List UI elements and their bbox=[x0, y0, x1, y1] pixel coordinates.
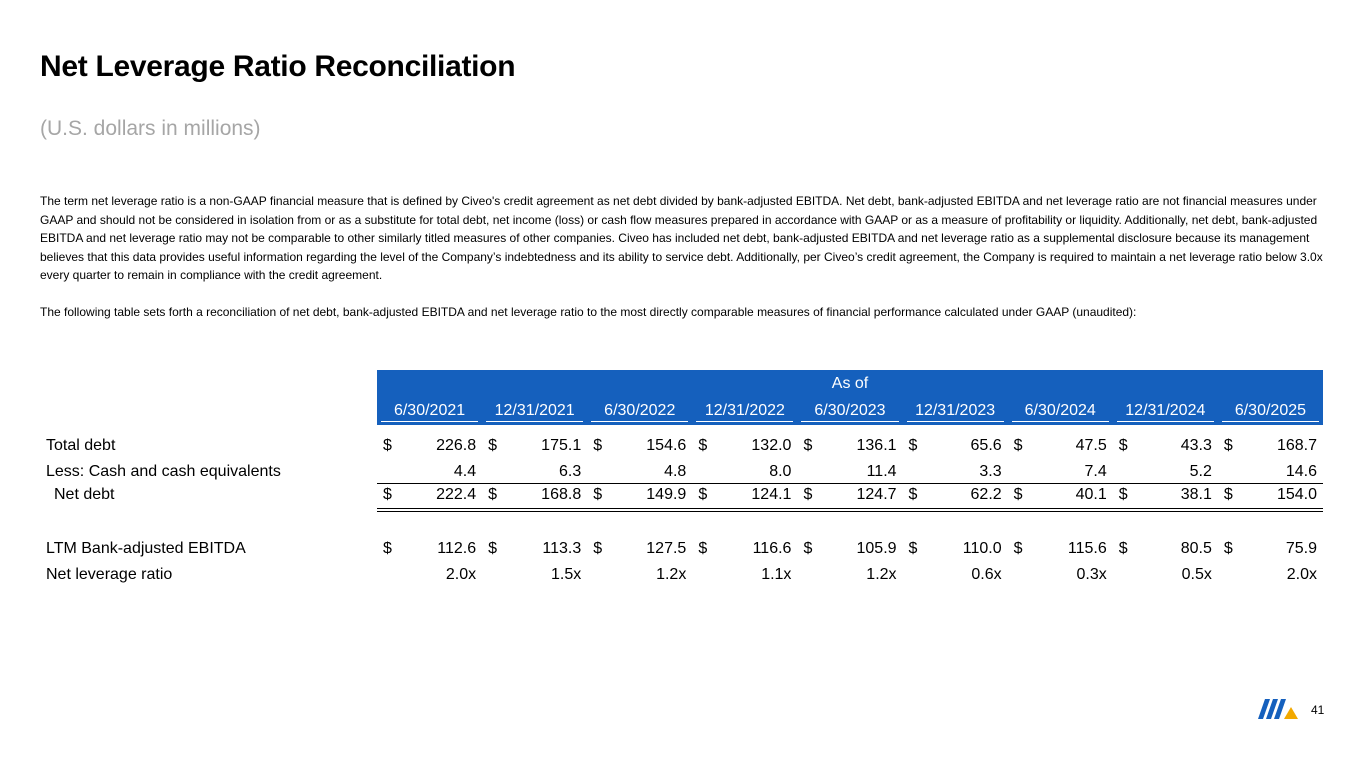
currency-symbol: $ bbox=[1118, 540, 1128, 557]
currency-symbol: $ bbox=[908, 540, 918, 557]
paragraph-table-intro: The following table sets forth a reconciliation of net debt, bank-adjusted EBITDA and net leverage ratio to the most directly comparable measures of financial performance calculated under GAAP (unaudited): bbox=[40, 304, 1137, 319]
table-cell-value: 116.6 bbox=[752, 540, 792, 557]
table-cell-value: 1.2x bbox=[866, 566, 897, 583]
table-cell-value: 132.0 bbox=[751, 437, 792, 454]
column-header-date: 12/31/2021 bbox=[494, 402, 575, 419]
table-cell-value: 4.4 bbox=[453, 463, 477, 480]
table-cell-value: 110.0 bbox=[962, 540, 1002, 557]
page-number: 41 bbox=[1311, 703, 1325, 717]
currency-symbol: $ bbox=[383, 437, 392, 454]
table-cell-value: 2.0x bbox=[1286, 566, 1317, 583]
page-subtitle: (U.S. dollars in millions) bbox=[40, 117, 261, 140]
table-cell-value: 75.9 bbox=[1285, 540, 1317, 557]
column-header-date: 6/30/2024 bbox=[1024, 402, 1096, 419]
table-cell-value: 124.7 bbox=[856, 486, 897, 503]
currency-symbol: $ bbox=[908, 437, 918, 454]
table-cell-value: 168.7 bbox=[1276, 437, 1317, 454]
column-header-underline bbox=[801, 421, 898, 422]
body-text bbox=[40, 192, 1330, 340]
currency-symbol: $ bbox=[1118, 437, 1128, 454]
column-header-date: 6/30/2023 bbox=[814, 402, 886, 419]
table-cell-value: 8.0 bbox=[769, 463, 792, 480]
currency-symbol: $ bbox=[1223, 486, 1233, 503]
currency-symbol: $ bbox=[1013, 540, 1023, 557]
table-cell-value: 0.3x bbox=[1076, 566, 1107, 583]
currency-symbol: $ bbox=[698, 437, 708, 454]
currency-symbol: $ bbox=[1013, 486, 1023, 503]
currency-symbol: $ bbox=[803, 540, 813, 557]
row-label: Less: Cash and cash equivalents bbox=[46, 463, 281, 480]
table-cell-value: 127.5 bbox=[646, 540, 687, 557]
column-header-date: 12/31/2023 bbox=[915, 402, 996, 419]
table-cell-value: 124.1 bbox=[751, 486, 792, 503]
currency-symbol: $ bbox=[1013, 437, 1023, 454]
currency-symbol: $ bbox=[593, 437, 603, 454]
table-cell-value: 112.6 bbox=[437, 540, 477, 557]
table-cell-value: 14.6 bbox=[1285, 463, 1317, 480]
column-header-underline bbox=[381, 421, 478, 422]
currency-symbol: $ bbox=[908, 486, 918, 503]
table-cell-value: 149.9 bbox=[646, 486, 687, 503]
table-cell-value: 226.8 bbox=[436, 437, 477, 454]
column-header-underline bbox=[591, 421, 688, 422]
table-cell-value: 2.0x bbox=[445, 566, 477, 583]
table-cell-value: 154.6 bbox=[646, 437, 687, 454]
table-cell-value: 7.4 bbox=[1084, 463, 1107, 480]
currency-symbol: $ bbox=[1223, 437, 1233, 454]
table-cell-value: 1.2x bbox=[656, 566, 687, 583]
table-cell-value: 62.2 bbox=[970, 486, 1002, 503]
table-cell-value: 43.3 bbox=[1180, 437, 1212, 454]
column-header-date: 12/31/2024 bbox=[1125, 402, 1206, 419]
table-rule bbox=[377, 483, 1323, 484]
table-cell-value: 113.3 bbox=[542, 540, 582, 557]
column-header-underline bbox=[1222, 421, 1319, 422]
page-title: Net Leverage Ratio Reconciliation bbox=[40, 50, 516, 83]
currency-symbol: $ bbox=[488, 486, 498, 503]
table-cell-value: 0.5x bbox=[1181, 566, 1212, 583]
currency-symbol: $ bbox=[383, 486, 392, 503]
table-cell-value: 0.6x bbox=[971, 566, 1002, 583]
table-cell-value: 47.5 bbox=[1075, 437, 1107, 454]
table-rule bbox=[377, 508, 1323, 509]
column-header-date: 6/30/2022 bbox=[604, 402, 676, 419]
currency-symbol: $ bbox=[803, 486, 813, 503]
table-cell-value: 105.9 bbox=[856, 540, 897, 557]
column-header-date: 6/30/2025 bbox=[1234, 402, 1307, 419]
currency-symbol: $ bbox=[488, 540, 498, 557]
row-label: Total debt bbox=[46, 437, 116, 454]
currency-symbol: $ bbox=[803, 437, 813, 454]
row-label: Net leverage ratio bbox=[46, 566, 173, 583]
currency-symbol: $ bbox=[1223, 540, 1233, 557]
table-cell-value: 154.0 bbox=[1276, 486, 1317, 503]
currency-symbol: $ bbox=[1118, 486, 1128, 503]
table-cell-value: 168.8 bbox=[541, 486, 582, 503]
column-header-underline bbox=[1117, 421, 1214, 422]
table-cell-value: 40.1 bbox=[1075, 486, 1107, 503]
table-cell-value: 65.6 bbox=[970, 437, 1002, 454]
table-rule bbox=[377, 511, 1323, 512]
table-cell-value: 222.4 bbox=[436, 486, 477, 503]
table-cell-value: 5.2 bbox=[1189, 463, 1212, 480]
row-label: LTM Bank-adjusted EBITDA bbox=[46, 540, 246, 557]
table-cell-value: 115.6 bbox=[1067, 540, 1107, 557]
column-header-underline bbox=[696, 421, 793, 422]
table-cell-value: 38.1 bbox=[1180, 486, 1212, 503]
civeo-logo-icon bbox=[1258, 699, 1306, 719]
currency-symbol: $ bbox=[488, 437, 498, 454]
row-label: Net debt bbox=[54, 486, 115, 503]
currency-symbol: $ bbox=[698, 486, 708, 503]
currency-symbol: $ bbox=[698, 540, 708, 557]
table-cell-value: 1.1x bbox=[761, 566, 792, 583]
column-header-underline bbox=[1012, 421, 1109, 422]
column-header-date: 6/30/2021 bbox=[393, 402, 466, 419]
table-cell-value: 4.8 bbox=[664, 463, 687, 480]
currency-symbol: $ bbox=[383, 540, 392, 557]
column-header-date: 12/31/2022 bbox=[704, 402, 785, 419]
table-cell-value: 1.5x bbox=[550, 566, 582, 583]
column-header-underline bbox=[486, 421, 583, 422]
table-cell-value: 175.1 bbox=[541, 437, 582, 454]
paragraph-definition: The term net leverage ratio is a non-GAAP financial measure that is defined by Civeo's credit agreement as net debt divided by bank-adjusted EBITDA. Net debt, bank-adjusted EBITDA and net leverage ratio are not financial measures under GAAP and should not be considered in isolation from or as a substitute for total debt, net income (loss) or cash flow measures prepared in accordance with GAAP or as a measure of profitability or liquidity. Additionally, net debt, bank-adjusted EBITDA and net leverage ratio may not be comparable to other similarly titled measures of other companies. Civeo has included net debt, bank-adjusted EBITDA and net leverage ratio as a supplemental disclosure because its management believes that this data provides useful information regarding the level of the Company’s indebtedness and its ability to service debt. Additionally, per Civeo’s credit agreement, the Company is required to maintain a net leverage ratio below 3.0x every quarter to remain in compliance with the credit agreement. bbox=[40, 194, 1323, 283]
table-cell-value: 136.1 bbox=[856, 437, 897, 454]
table-cell-value: 6.3 bbox=[558, 463, 582, 480]
column-header-underline bbox=[907, 421, 1004, 422]
table-group-header: As of bbox=[831, 375, 869, 392]
currency-symbol: $ bbox=[593, 540, 603, 557]
table-cell-value: 80.5 bbox=[1180, 540, 1212, 557]
currency-symbol: $ bbox=[593, 486, 603, 503]
table-cell-value: 11.4 bbox=[866, 463, 897, 480]
table-cell-value: 3.3 bbox=[979, 463, 1002, 480]
